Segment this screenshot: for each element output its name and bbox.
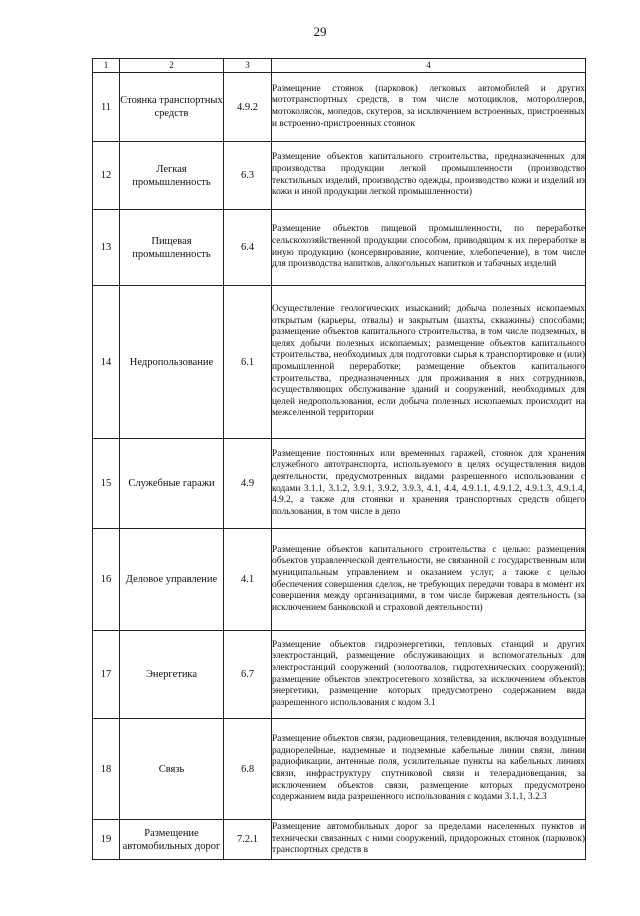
use-type-name: Пищевая промышленность xyxy=(120,210,224,286)
use-type-code: 4.1 xyxy=(224,529,272,631)
row-number: 15 xyxy=(93,439,120,529)
table-header-row xyxy=(93,59,586,73)
use-type-description: Размещение объектов связи, радиовещания, телевидения, включая воздушные радиорелейные, надземные и подземные кабельные линии связи, линии радиофикации, антенные поля, усилительные пункты на кабельных линиях связи, инфраструктуру спутниковой связи и телерадиовещания, за исключением объектов связи, размещение которых предусмотрено содержанием вида разрешенного использования с кодами 3.1.1, 3.2.3 xyxy=(272,719,586,820)
use-type-description: Размещение постоянных или временных гаражей, стоянок для хранения служебного автотранспорта, используемого в целях осуществления видов деятельности, предусмотренных видами разрешенного использования с кодами 3.1.1, 3.1.2, 3.9.1, 3.9.2, 3.9.3, 4.1, 4.4, 4.9.1.1, 4.9.1.2, 4.9.1.3, 4.9.1.4, 4.9.2, а также для стоянки и хранения транспортных средств общего пользования, в том числе в депо xyxy=(272,439,586,529)
table-row xyxy=(93,210,586,286)
use-type-code: 6.1 xyxy=(224,286,272,439)
column-header: 3 xyxy=(224,59,272,73)
table-row xyxy=(93,719,586,820)
row-number: 11 xyxy=(93,73,120,142)
table-row xyxy=(93,286,586,439)
use-type-name: Связь xyxy=(120,719,224,820)
table-row xyxy=(93,142,586,210)
use-type-description: Размещение объектов капитального строительства, предназначенных для производства продукции легкой промышленности (производство текстильных изделий, производство одежды, производство кожи и изделий из кожи и иной продукции легкой промышленности) xyxy=(272,142,586,210)
row-number: 18 xyxy=(93,719,120,820)
column-header: 2 xyxy=(120,59,224,73)
use-type-description: Осуществление геологических изысканий; добыча полезных ископаемых открытым (карьеры, отвалы) и закрытым (шахты, скважины) способами; размещение объектов капитального строительства, в том числе подземных, в целях добычи полезных ископаемых; размещение объектов капитального строительства, необходимых для подготовки сырья к транспортировке и (или) промышленной переработке; размещение объектов капитального строительства, предназначенных для проживания в них сотрудников, осуществляющих обслуживание зданий и сооружений, необходимых для целей недропользования, если добыча полезных ископаемых происходит на межселенной территории xyxy=(272,286,586,439)
use-type-description: Размещение стоянок (парковок) легковых автомобилей и других мототранспортных средств, в том числе мотоциклов, мотороллеров, мотоколясок, мопедов, скутеров, за исключением встроенных, пристроенных и встроенно-пристроенных стоянок xyxy=(272,73,586,142)
use-type-name: Деловое управление xyxy=(120,529,224,631)
table-row xyxy=(93,439,586,529)
use-type-name: Стоянка транспортных средств xyxy=(120,73,224,142)
use-type-description: Размещение объектов пищевой промышленности, по переработке сельскохозяйственной продукции способом, приводящим к их переработке в иную продукцию (консервирование, копчение, хлебопечение), в том числе для производства напитков, алкогольных напитков и табачных изделий xyxy=(272,210,586,286)
column-header: 4 xyxy=(272,59,586,73)
row-number: 17 xyxy=(93,631,120,719)
row-number: 13 xyxy=(93,210,120,286)
use-type-code: 6.7 xyxy=(224,631,272,719)
use-type-description: Размещение автомобильных дорог за пределами населенных пунктов и технически связанных с ними сооружений, придорожных стоянок (парковок) транспортных средств в xyxy=(272,820,586,860)
table-row xyxy=(93,73,586,142)
use-type-description: Размещение объектов гидроэнергетики, тепловых станций и других электростанций, размещение обслуживающих и вспомогательных для электростанций сооружений (золоотвалов, гидротехнических сооружений); размещение объектов электросетевого хозяйства, за исключением объектов энергетики, размещение которых предусмотрено содержанием вида разрешенного использования с кодом 3.1 xyxy=(272,631,586,719)
use-type-code: 6.8 xyxy=(224,719,272,820)
use-type-code: 6.3 xyxy=(224,142,272,210)
use-type-code: 6.4 xyxy=(224,210,272,286)
use-type-code: 4.9.2 xyxy=(224,73,272,142)
use-type-name: Энергетика xyxy=(120,631,224,719)
row-number: 14 xyxy=(93,286,120,439)
use-type-name: Размещение автомобильных дорог xyxy=(120,820,224,860)
table-row xyxy=(93,820,586,860)
row-number: 16 xyxy=(93,529,120,631)
row-number: 12 xyxy=(93,142,120,210)
use-type-description: Размещение объектов капитального строительства с целью: размещения объектов управленческой деятельности, не связанной с государственным или муниципальным управлением и оказанием услуг, а также с целью обеспечения совершения сделок, не требующих передачи товара в момент их совершения между организациями, в том числе биржевая деятельность (за исключением банковской и страховой деятельности) xyxy=(272,529,586,631)
use-type-name: Служебные гаражи xyxy=(120,439,224,529)
table-row xyxy=(93,631,586,719)
table-row xyxy=(93,529,586,631)
row-number: 19 xyxy=(93,820,120,860)
use-type-code: 7.2.1 xyxy=(224,820,272,860)
use-type-name: Легкая промышленность xyxy=(120,142,224,210)
use-type-code: 4.9 xyxy=(224,439,272,529)
column-header: 1 xyxy=(93,59,120,73)
use-type-name: Недропользование xyxy=(120,286,224,439)
land-use-table xyxy=(92,58,586,860)
page-number: 29 xyxy=(313,24,327,39)
